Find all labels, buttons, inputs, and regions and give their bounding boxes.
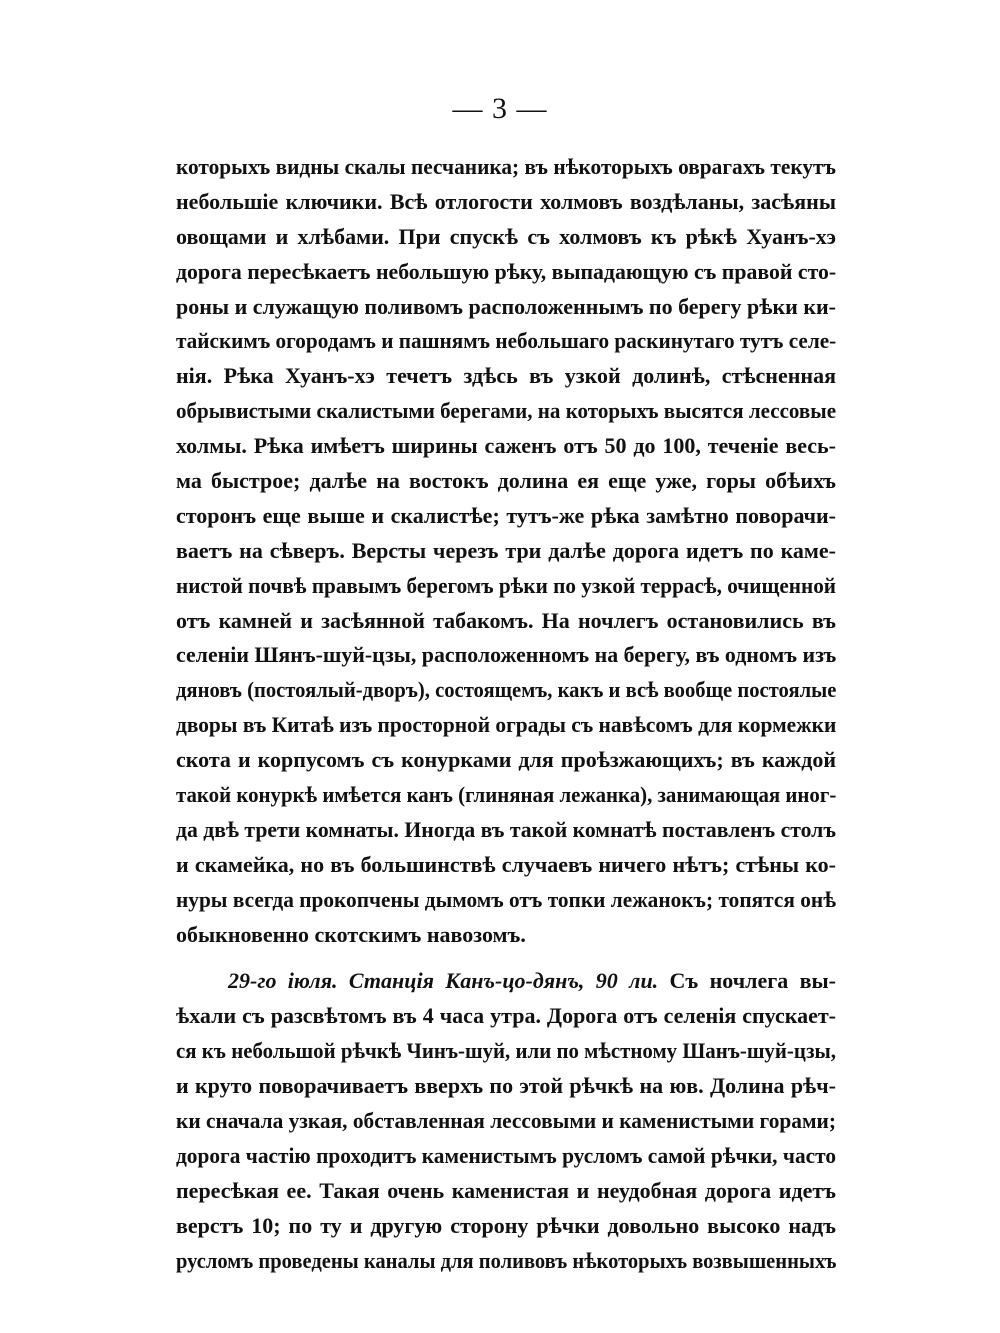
- text-line: дяновъ (постоялый-дворъ), состоящемъ, какъ и всѣ вообще постоялые: [176, 677, 836, 703]
- text-line: и круто поворачиваетъ вверхъ по этой рѣчкѣ на юв. Долина рѣч-: [176, 1073, 836, 1099]
- text-line: селеніи Шянъ-шуй-цзы, расположенномъ на берегу, въ одномъ изъ: [176, 642, 836, 668]
- text-line: дорога частію проходитъ каменистымъ русломъ самой рѣчки, часто: [176, 1142, 836, 1168]
- text-line: нуры всегда прокопчены дымомъ отъ топки лежанокъ; топятся онѣ: [176, 886, 836, 912]
- paragraph-2: [176, 964, 836, 1278]
- text-line: [176, 964, 836, 999]
- text-line: обрывистыми скалистыми берегами, на которыхъ высятся лессовые: [176, 398, 836, 424]
- text-line: роны и служащую поливомъ расположеннымъ по берегу рѣки ки-: [176, 293, 836, 319]
- text-line: холмы. Рѣка имѣетъ ширины саженъ отъ 50 до 100, теченіе весь-: [176, 433, 836, 459]
- text-line: небольшіе ключики. Всѣ отлогости холмовъ воздѣланы, засѣяны: [176, 188, 836, 214]
- paragraph-1: [176, 150, 836, 952]
- text-line: скота и корпусомъ съ конурками для проѣзжающихъ; въ каждой: [176, 747, 836, 773]
- text-line: дворы въ Китаѣ изъ просторной ограды съ навѣсомъ для кормежки: [176, 712, 836, 738]
- text-line: обыкновенно скотскимъ навозомъ.: [176, 921, 526, 947]
- first-line-rest: Съ ночлега вы-: [658, 968, 836, 994]
- text-line: сторонъ еще выше и скалистѣе; тутъ-же рѣка замѣтно поворачи-: [176, 502, 836, 528]
- text-line: ѣхали съ разсвѣтомъ въ 4 часа утра. Дорога отъ селенія спускает-: [176, 1003, 836, 1029]
- text-line: русломъ проведены каналы для поливовъ нѣкоторыхъ возвышенныхъ: [176, 1247, 836, 1273]
- page-number: — 3 —: [452, 92, 548, 125]
- text-line: которыхъ видны скалы песчаника; въ нѣкоторыхъ оврагахъ текутъ: [176, 154, 836, 179]
- text-line: ваетъ на сѣверъ. Версты черезъ три далѣе дорога идетъ по каме-: [176, 537, 836, 563]
- text-line: тайскимъ огородамъ и пашнямъ небольшаго раскинутаго тутъ селе-: [176, 328, 836, 354]
- text-line: да двѣ трети комнаты. Иногда въ такой комнатѣ поставленъ столъ: [176, 816, 836, 842]
- date-station-heading: 29-го іюля. Станція Канъ-цо-дянъ, 90 ли.: [228, 968, 659, 994]
- text-line: нистой почвѣ правымъ берегомъ рѣки по узкой террасѣ, очищенной: [176, 572, 836, 598]
- text-line: ма быстрое; далѣе на востокъ долина ея еще уже, горы обѣихъ: [176, 468, 836, 494]
- text-line: нія. Рѣка Хуанъ-хэ течетъ здѣсь въ узкой долинѣ, стѣсненная: [176, 363, 836, 389]
- text-line: ки сначала узкая, обставленная лессовыми и каменистыми горами;: [176, 1108, 836, 1134]
- text-line: такой конуркѣ имѣется канъ (глиняная лежанка), занимающая иног-: [176, 782, 836, 808]
- text-line: овощами и хлѣбами. При спускѣ съ холмовъ къ рѣкѣ Хуанъ-хэ: [176, 223, 836, 249]
- body-text: [176, 150, 836, 1279]
- text-line: ся къ небольшой рѣчкѣ Чинъ-шуй, или по мѣстному Шанъ-шуй-цзы,: [176, 1038, 836, 1064]
- text-line: дорога пересѣкаетъ небольшую рѣку, выпадающую съ правой сто-: [176, 258, 836, 284]
- text-line: верстъ 10; по ту и другую сторону рѣчки довольно высоко надъ: [176, 1212, 836, 1238]
- text-line: пересѣкая ее. Такая очень каменистая и неудобная дорога идетъ: [176, 1177, 836, 1203]
- text-line: и скамейка, но въ большинствѣ случаевъ ничего нѣтъ; стѣны ко-: [176, 851, 836, 877]
- text-line: отъ камней и засѣянной табакомъ. На ночлегъ остановились въ: [176, 607, 836, 633]
